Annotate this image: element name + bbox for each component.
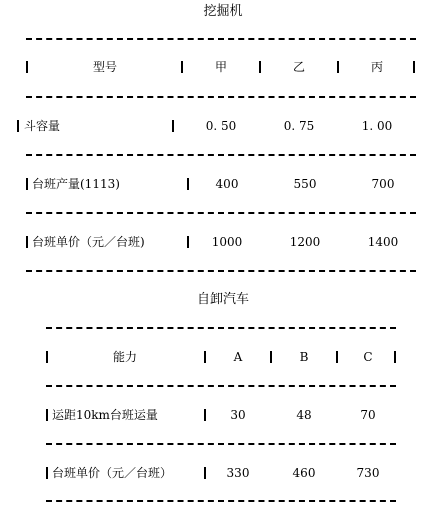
- table-rule: [46, 385, 396, 387]
- column-separator: [204, 467, 206, 479]
- header-cell: 丙: [370, 60, 383, 74]
- table-cell: 330: [226, 466, 250, 480]
- table-cell: 0. 75: [283, 119, 315, 133]
- column-separator: [46, 409, 48, 421]
- row-label: 台班单价（元／台班): [32, 235, 145, 249]
- table-rule: [26, 212, 416, 214]
- column-separator: [17, 120, 19, 132]
- table-cell: 400: [215, 177, 239, 191]
- column-separator: [26, 61, 28, 73]
- excavator-title: 挖掘机: [203, 4, 243, 19]
- table-rule: [26, 38, 416, 40]
- column-separator: [259, 61, 261, 73]
- table-cell: 0. 50: [205, 119, 237, 133]
- column-separator: [336, 351, 338, 363]
- table-cell: 1. 00: [361, 119, 393, 133]
- column-separator: [187, 178, 189, 190]
- table-cell: 550: [293, 177, 317, 191]
- table-cell: 1200: [289, 235, 321, 249]
- table-rule: [26, 270, 416, 272]
- table-cell: 730: [356, 466, 380, 480]
- header-cell: 甲: [214, 60, 227, 74]
- table-cell: 70: [360, 408, 376, 422]
- row-label: 台班单价（元／台班）: [52, 466, 173, 480]
- table-rule: [46, 327, 396, 329]
- header-cell: 乙: [292, 60, 305, 74]
- column-separator: [204, 351, 206, 363]
- column-separator: [394, 351, 396, 363]
- column-separator: [413, 61, 415, 73]
- table-cell: 700: [371, 177, 395, 191]
- header-cell: 型号: [92, 60, 117, 74]
- header-cell: A: [233, 350, 243, 364]
- table-cell: 1400: [367, 235, 399, 249]
- table-rule: [26, 154, 416, 156]
- table-rule: [26, 96, 416, 98]
- row-label: 台班产量(1113): [32, 177, 120, 191]
- column-separator: [204, 409, 206, 421]
- row-label: 斗容量: [24, 119, 61, 133]
- table-cell: 48: [296, 408, 312, 422]
- header-cell: C: [363, 350, 373, 364]
- column-separator: [46, 467, 48, 479]
- header-cell: B: [299, 350, 309, 364]
- column-separator: [270, 351, 272, 363]
- column-separator: [181, 61, 183, 73]
- column-separator: [187, 236, 189, 248]
- row-label: 运距10km台班运量: [52, 408, 158, 422]
- table-cell: 1000: [211, 235, 243, 249]
- column-separator: [172, 120, 174, 132]
- table-cell: 460: [292, 466, 316, 480]
- column-separator: [26, 178, 28, 190]
- truck-title: 自卸汽车: [196, 292, 249, 307]
- header-cell: 能力: [112, 350, 137, 364]
- column-separator: [46, 351, 48, 363]
- table-rule: [46, 500, 396, 502]
- column-separator: [337, 61, 339, 73]
- table-cell: 30: [230, 408, 246, 422]
- column-separator: [26, 236, 28, 248]
- table-rule: [46, 443, 396, 445]
